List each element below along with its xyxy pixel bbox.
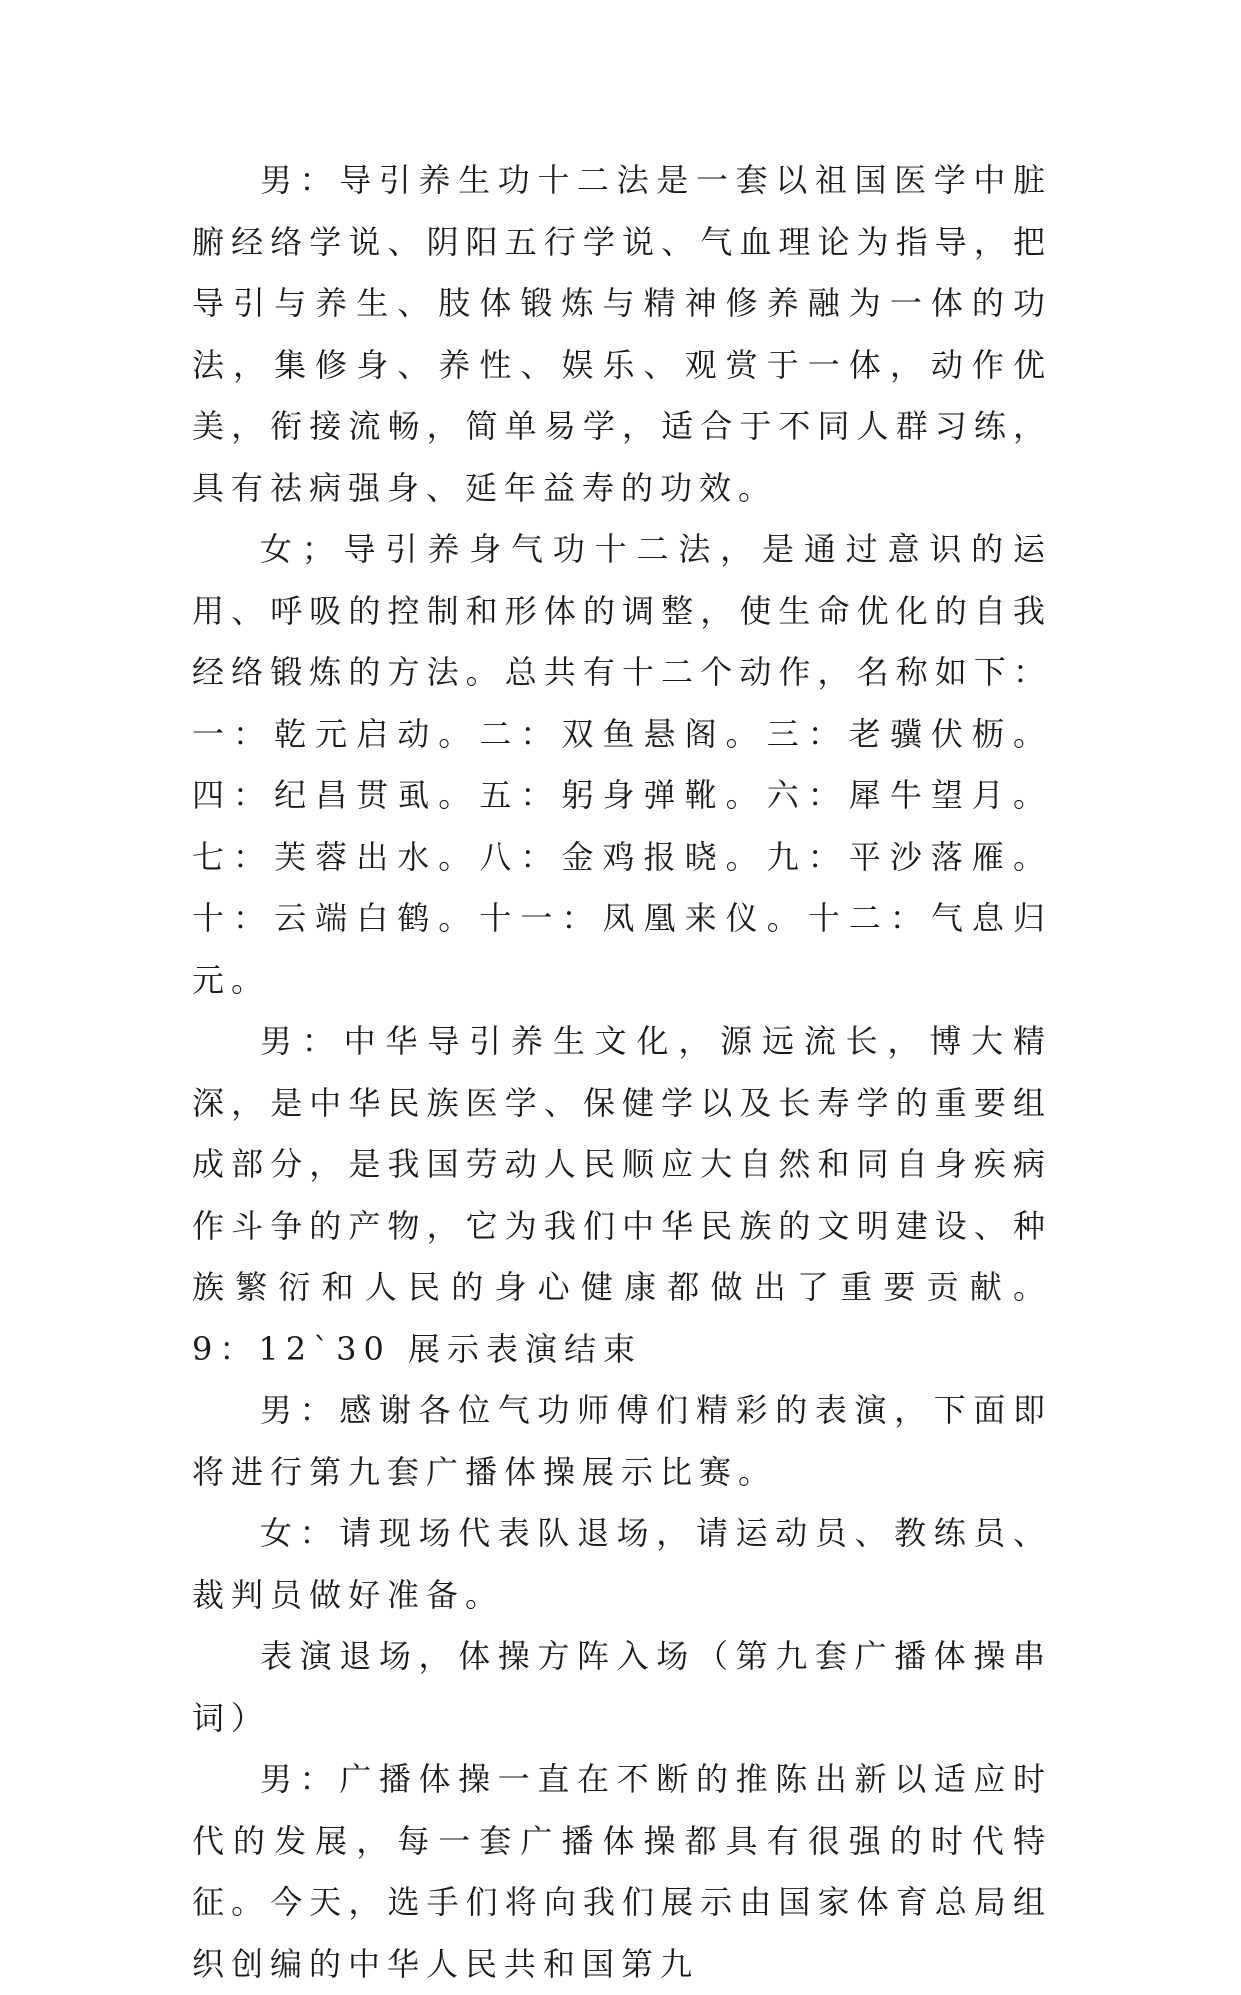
section-heading: 表演退场，体操方阵入场（第九套广播体操串词） <box>192 1637 1052 1737</box>
paragraph-female-twelve-moves: 女；导引养身气功十二法，是通过意识的运用、呼吸的控制和形体的调整，使生命优化的自我经络锻炼的方法。总共有十二个动作，名称如下：一：乾元启动。二：双鱼悬阁。三：老骥伏枥。四：纪昌贯虱。五：躬身弹靴。六：犀牛望月。七：芙蓉出水。八：金鸡报晓。九：平沙落雁。十：云端白鹤。十一：凤凰来仪。十二：气息归元。 <box>192 530 1052 999</box>
document-page <box>192 150 1052 1995</box>
paragraph-male-culture: 男：中华导引养生文化，源远流长，博大精深，是中华民族医学、保健学以及长寿学的重要组成部分，是我国劳动人民顺应大自然和同自身疾病作斗争的产物，它为我们中华民族的文明建设、种族繁衍和人民的身心健康都做出了重要贡献。 9：12`30 展示表演结束 <box>192 1022 1052 1368</box>
paragraph-male-broadcast: 男：广播体操一直在不断的推陈出新以适应时代的发展，每一套广播体操都具有很强的时代特征。今天，选手们将向我们展示由国家体育总局组织创编的中华人民共和国第九 <box>192 1760 1052 1983</box>
paragraph-female-prepare: 女：请现场代表队退场，请运动员、教练员、裁判员做好准备。 <box>192 1514 1052 1614</box>
paragraph-male-thanks: 男：感谢各位气功师傅们精彩的表演，下面即将进行第九套广播体操展示比赛。 <box>192 1391 1052 1491</box>
paragraph-male-intro: 男：导引养生功十二法是一套以祖国医学中脏腑经络学说、阴阳五行学说、气血理论为指导，把导引与养生、肢体锻炼与精神修养融为一体的功法，集修身、养性、娱乐、观赏于一体，动作优美，衔接流畅，简单易学，适合于不同人群习练，具有祛病强身、延年益寿的功效。 <box>192 161 1052 507</box>
